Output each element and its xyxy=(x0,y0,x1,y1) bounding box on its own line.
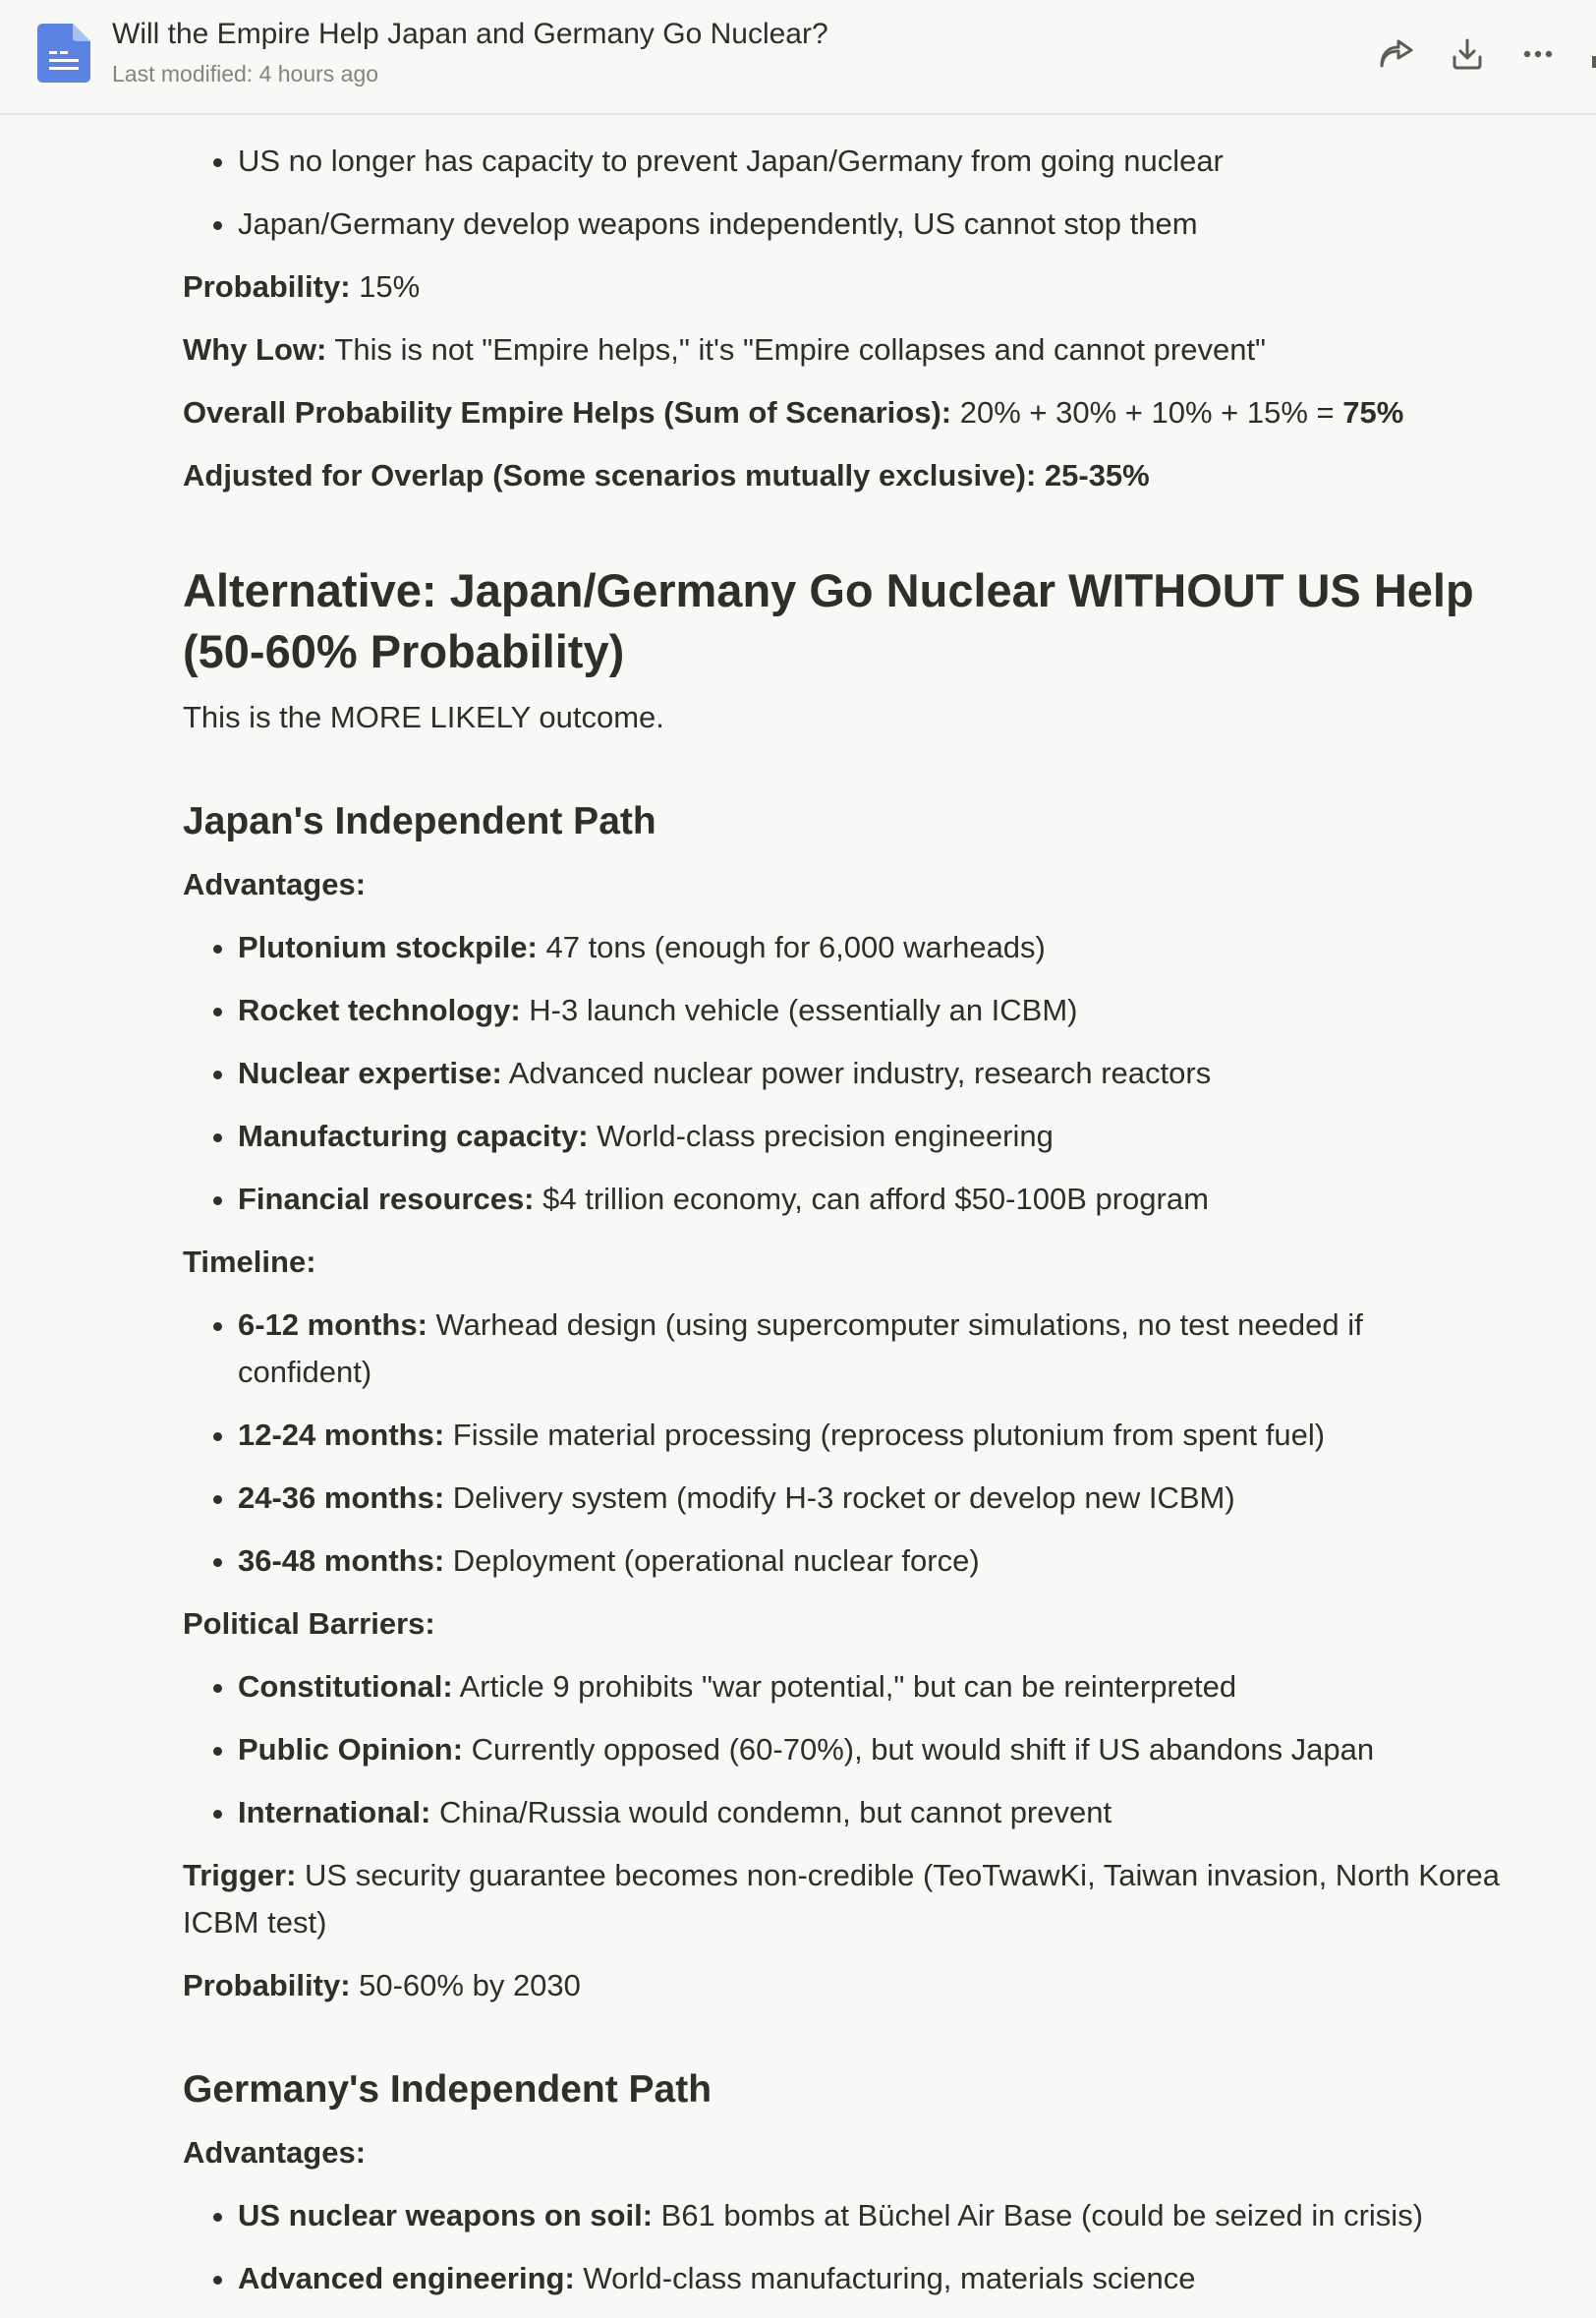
adjusted-probability-line: Adjusted for Overlap (Some scenarios mutually exclusive): 25-35% xyxy=(183,458,1150,493)
japan-timeline-label: Timeline: xyxy=(183,1245,316,1279)
alternative-intro: This is the MORE LIKELY outcome. xyxy=(183,700,664,734)
list-item: • Plutonium stockpile: 47 tons (enough for 6,000 warheads) xyxy=(238,924,1500,971)
list-item: • Financial resources: $4 trillion economy, can afford $50-100B program xyxy=(238,1176,1500,1223)
google-docs-icon xyxy=(37,24,90,83)
list-item: • US no longer has capacity to prevent Japan/Germany from going nuclear xyxy=(238,138,1500,185)
germany-advantages-label: Advantages: xyxy=(183,2135,367,2170)
japan-advantages-label: Advantages: xyxy=(183,867,367,901)
list-item: • US nuclear weapons on soil: B61 bombs at Büchel Air Base (could be seized in crisis) xyxy=(238,2192,1500,2239)
list-item: • Constitutional: Article 9 prohibits "war potential," but can be reinterpreted xyxy=(238,1663,1500,1710)
share-arrow-icon xyxy=(1379,38,1414,70)
list-item: • Japan/Germany develop weapons independently, US cannot stop them xyxy=(238,201,1500,248)
why-low-line: Why Low: This is not "Empire helps," it's "Empire collapses and cannot prevent" xyxy=(183,332,1267,367)
download-icon xyxy=(1451,37,1484,71)
japan-trigger: Trigger: US security guarantee becomes non-credible (TeoTwawKi, Taiwan invasion, North Korea ICBM test) xyxy=(183,1858,1500,1940)
japan-barriers-label: Political Barriers: xyxy=(183,1606,435,1641)
list-item: • 12-24 months: Fissile material processing (reprocess plutonium from spent fuel) xyxy=(238,1412,1500,1459)
japan-barriers-list xyxy=(183,1663,1500,1836)
scenario-bullets xyxy=(183,138,1500,248)
list-item: • Manufacturing capacity: World-class precision engineering xyxy=(238,1113,1500,1160)
share-button[interactable] xyxy=(1372,29,1421,79)
document-header xyxy=(0,0,1596,115)
japan-timeline-list xyxy=(183,1302,1500,1585)
germany-advantages-list xyxy=(183,2192,1500,2302)
list-item: • 36-48 months: Deployment (operational nuclear force) xyxy=(238,1537,1500,1585)
download-button[interactable] xyxy=(1443,29,1492,79)
probability-line: Probability: 15% xyxy=(183,269,421,304)
list-item: • 6-12 months: Warhead design (using supercomputer simulations, no test needed if confident) xyxy=(238,1302,1500,1396)
list-item: • International: China/Russia would condemn, but cannot prevent xyxy=(238,1789,1500,1836)
list-item: • Advanced engineering: World-class manufacturing, materials science xyxy=(238,2255,1500,2302)
japan-heading: Japan's Independent Path xyxy=(183,800,656,842)
japan-advantages-list xyxy=(183,924,1500,1223)
japan-probability: Probability: 50-60% by 2030 xyxy=(183,1968,581,2002)
last-modified: Last modified: 4 hours ago xyxy=(112,61,379,87)
more-horizontal-icon xyxy=(1523,50,1553,58)
document-title: Will the Empire Help Japan and Germany Go Nuclear? xyxy=(112,18,828,50)
alternative-heading: Alternative: Japan/Germany Go Nuclear WITHOUT US Help (50-60% Probability) xyxy=(183,564,1474,677)
germany-heading: Germany's Independent Path xyxy=(183,2068,712,2111)
panel-toggle-icon[interactable] xyxy=(1592,56,1596,68)
list-item: • Nuclear expertise: Advanced nuclear power industry, research reactors xyxy=(238,1050,1500,1097)
more-options-button[interactable] xyxy=(1513,29,1563,79)
overall-probability-line: Overall Probability Empire Helps (Sum of Scenarios): 20% + 30% + 10% + 15% = 75% xyxy=(183,395,1404,430)
list-item: • Rocket technology: H-3 launch vehicle (essentially an ICBM) xyxy=(238,987,1500,1034)
list-item: • Public Opinion: Currently opposed (60-70%), but would shift if US abandons Japan xyxy=(238,1726,1500,1773)
list-item: • 24-36 months: Delivery system (modify H-3 rocket or develop new ICBM) xyxy=(238,1475,1500,1522)
document-body xyxy=(183,138,1500,2318)
